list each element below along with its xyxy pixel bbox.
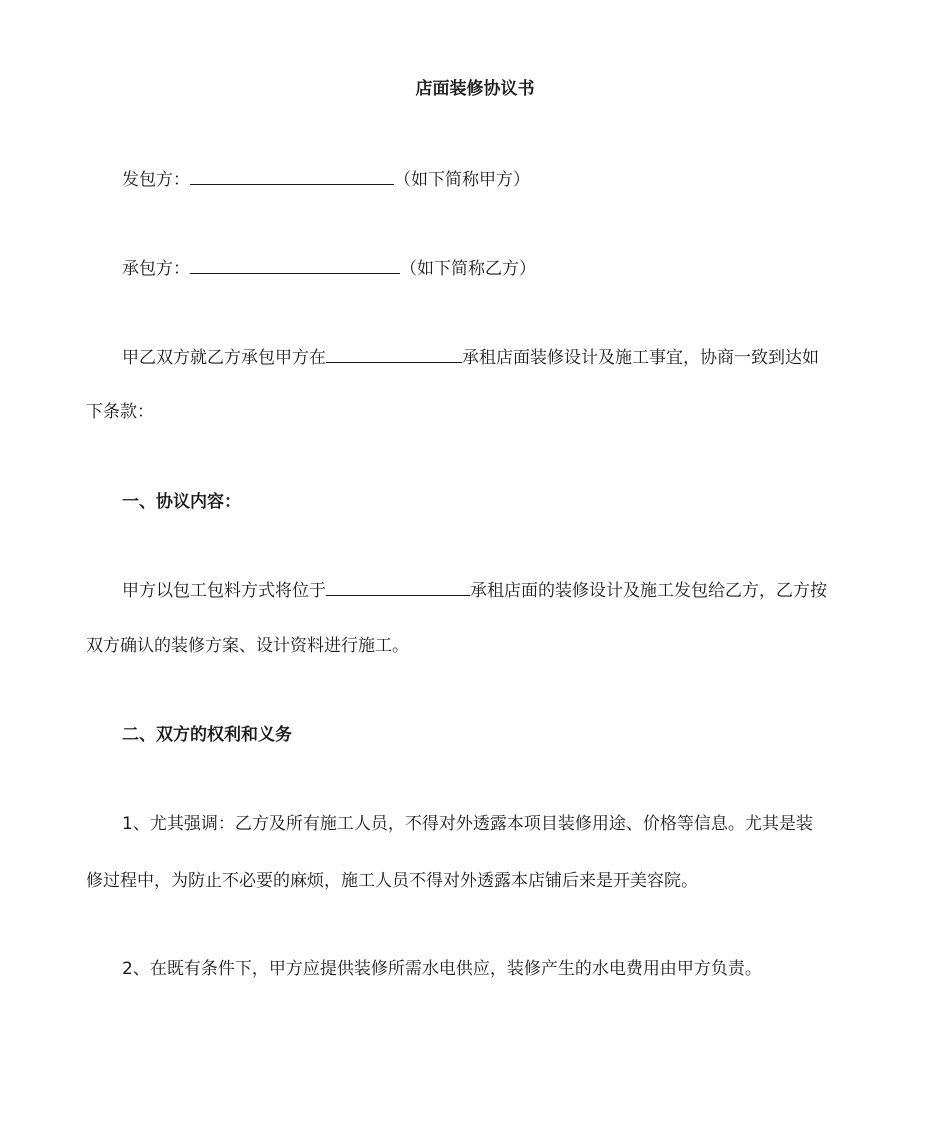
section-1-line-2: 双方确认的装修方案、设计资料进行施工。 <box>86 636 409 656</box>
intro-text-before: 甲乙双方就乙方承包甲方在 <box>122 348 326 368</box>
party-b-line <box>122 257 876 280</box>
section-2-item-1-line-2: 修过程中，为防止不必要的麻烦，施工人员不得对外透露本店铺后来是开美容院。 <box>86 871 698 891</box>
party-b-blank <box>190 257 400 274</box>
section-1-location-blank <box>326 579 470 596</box>
section-2-item-2-line-1: 2、在既有条件下，甲方应提供装修所需水电供应，装修产生的水电费用由甲方负责。 <box>122 959 762 979</box>
party-b-label: 承包方： <box>122 259 190 279</box>
party-a-label: 发包方： <box>122 170 190 190</box>
party-a-blank <box>190 168 394 185</box>
intro-line-2: 下条款： <box>86 402 154 422</box>
party-a-suffix: （如下简称甲方） <box>394 170 530 190</box>
section-2-item-1-line-1: 1、尤其强调：乙方及所有施工人员，不得对外透露本项目装修用途、价格等信息。尤其是装 <box>122 814 813 834</box>
section-1-line-1 <box>122 579 876 602</box>
intro-line-1 <box>122 346 876 369</box>
party-b-suffix: （如下简称乙方） <box>400 259 536 279</box>
party-a-line <box>122 168 876 191</box>
intro-text-after: 承租店面装修设计及施工事宜，协商一致到达如 <box>462 348 819 368</box>
section-2-heading: 二、双方的权利和义务 <box>122 725 292 745</box>
document-title: 店面装修协议书 <box>415 79 535 99</box>
section-1-text-before: 甲方以包工包料方式将位于 <box>122 581 326 601</box>
section-1-text-after: 承租店面的装修设计及施工发包给乙方，乙方按 <box>470 581 827 601</box>
section-1-heading: 一、协议内容： <box>122 492 241 512</box>
intro-location-blank <box>326 346 462 363</box>
